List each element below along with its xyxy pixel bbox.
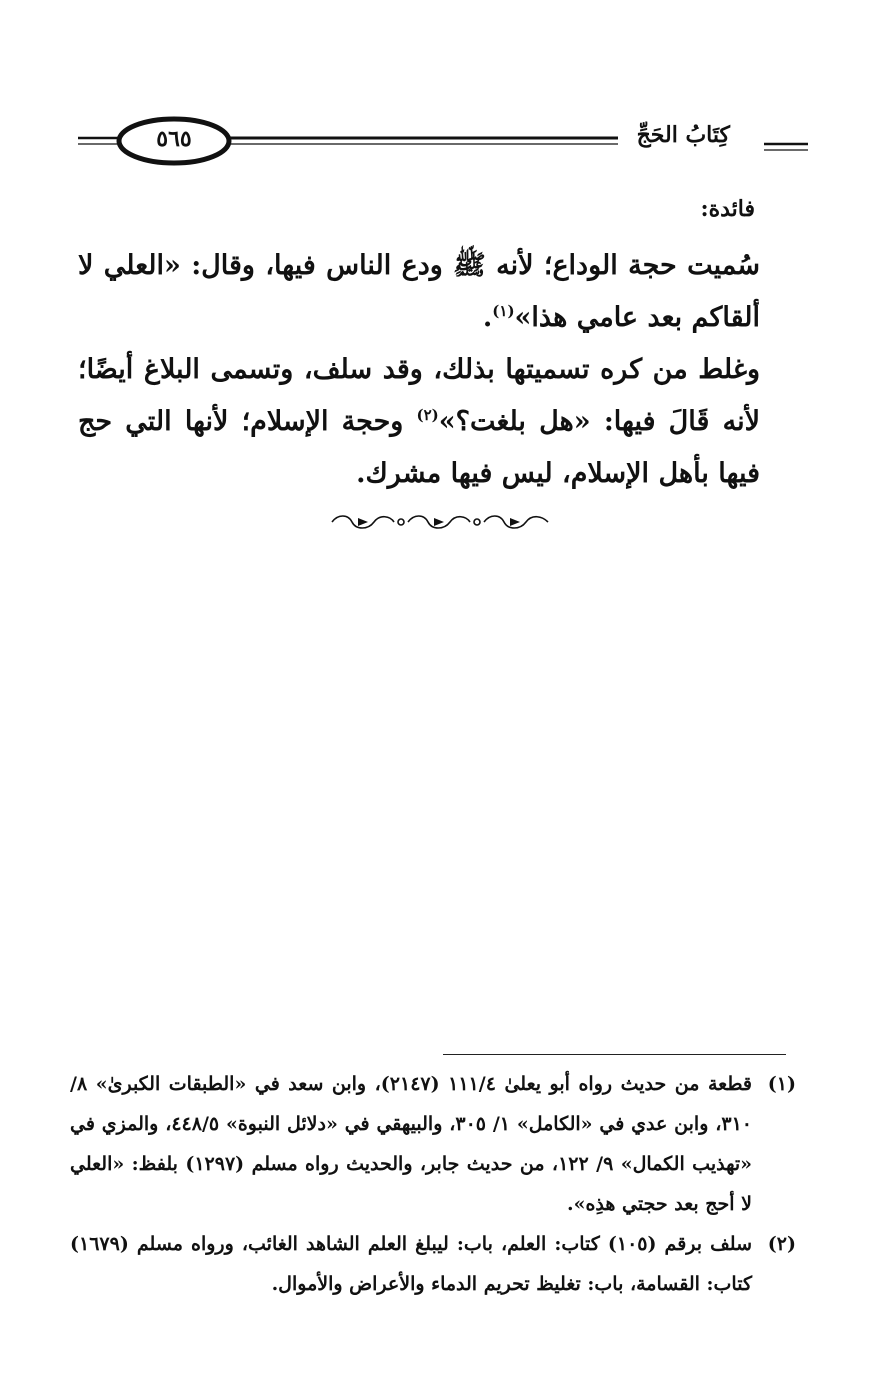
footnote-2 xyxy=(70,1224,796,1304)
footnote-1 xyxy=(70,1064,796,1224)
footnote-marker: (١) xyxy=(767,1073,796,1095)
footnote-marker: (٢) xyxy=(767,1233,796,1255)
footnote-separator xyxy=(443,1054,786,1055)
footnotes xyxy=(70,1064,796,1304)
paragraph-2 xyxy=(78,344,760,500)
page-header xyxy=(78,114,808,178)
footnote-ref-1: (١) xyxy=(492,302,515,320)
ornament-divider xyxy=(328,510,552,534)
page-number: ٥٦٥ xyxy=(156,126,192,152)
paragraph-1-end: . xyxy=(482,302,493,333)
footnote-ref-2: (٢) xyxy=(416,406,439,424)
paragraph-2-end: وحجة الإسلام؛ لأنها التي حج فيها بأهل الإسلام، ليس فيها مشرك. xyxy=(78,406,760,489)
section-heading: فائدة: xyxy=(700,196,755,222)
paragraph-1-text: سُميت حجة الوداع؛ لأنه ﷺ ودع الناس فيها، وقال: «العلي لا ألقاكم بعد عامي هذا» xyxy=(78,250,760,333)
footnote-text: قطعة من حديث رواه أبو يعلىٰ ١١١/٤ (٢١٤٧)، وابن سعد في «الطبقات الكبرىٰ» ٨/ ٣١٠، وابن عدي في «الكامل» ١/ ٣٠٥، والبيهقي في «دلائل النبوة» ٤٤٨/٥، والمزي في «تهذيب الكمال» ٩/ ١٢٢، من حديث جابر، والحديث رواه مسلم (١٢٩٧) بلفظ: «العلي لا أحج بعد حجتي هذِه». xyxy=(70,1073,752,1215)
paragraph-1 xyxy=(78,240,760,344)
footnote-text: سلف برقم (١٠٥) كتاب: العلم، باب: ليبلغ العلم الشاهد الغائب، ورواه مسلم (١٦٧٩) كتاب: القسامة، باب: تغليظ تحريم الدماء والأعراض والأموال. xyxy=(70,1233,752,1295)
book-title: كِتَابُ الحَجِّ xyxy=(636,122,730,148)
paragraph-2-text: وغلط من كره تسميتها بذلك، وقد سلف، وتسمى البلاغ أيضًا؛ لأنه قَالَ فيها: «هل بلغت؟» xyxy=(78,354,760,437)
